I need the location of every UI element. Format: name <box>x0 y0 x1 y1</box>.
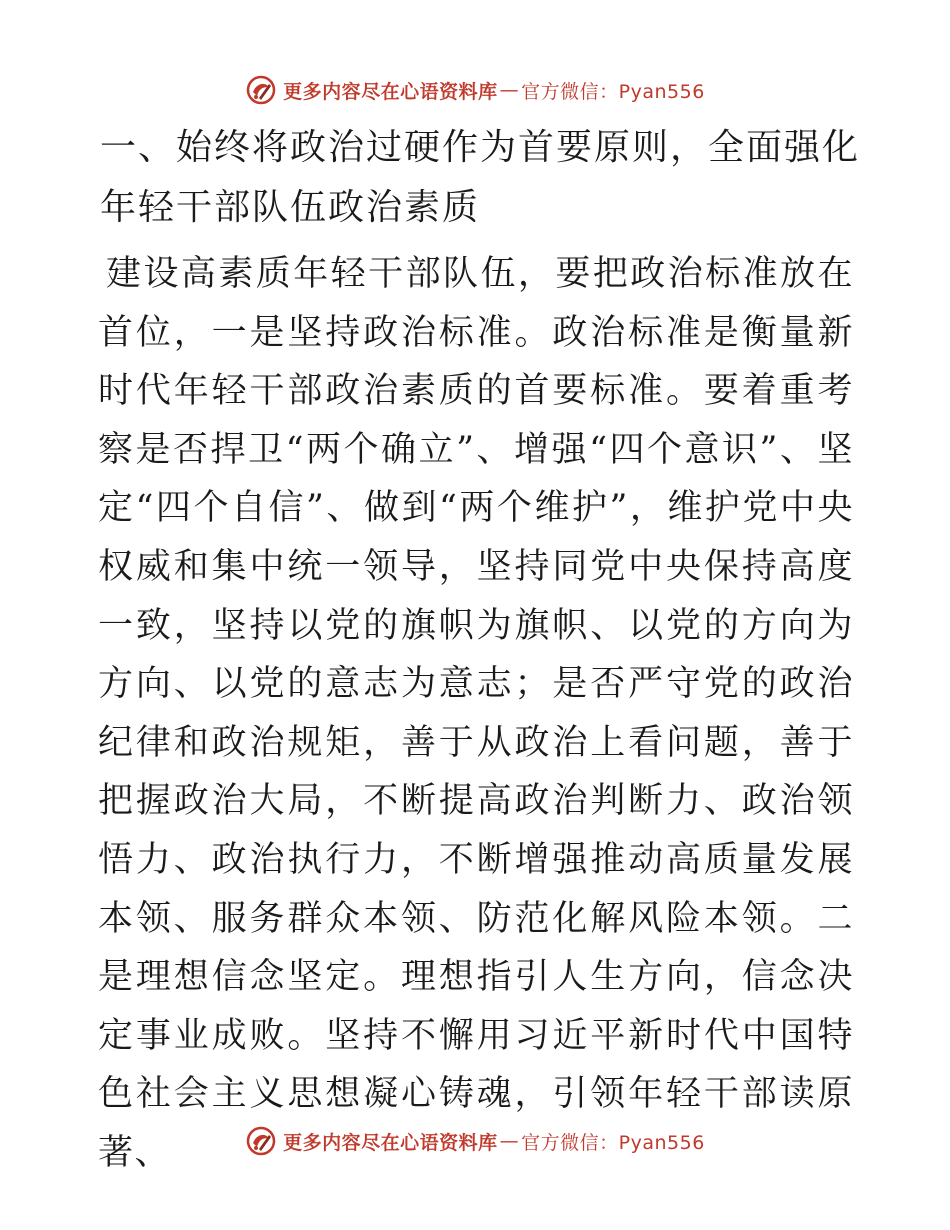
header-watermark-banner <box>0 70 950 110</box>
red-swirl-pen-logo-icon <box>245 1125 277 1157</box>
red-swirl-pen-logo-icon <box>245 74 277 106</box>
banner-contact-text: 官方微信：Pyan556 <box>521 1131 705 1154</box>
banner-promo-text: 更多内容尽在心语资料库 <box>283 1131 498 1154</box>
banner-separator: — <box>499 1130 520 1152</box>
banner-promo-text: 更多内容尽在心语资料库 <box>283 80 498 103</box>
body-paragraph: 建设高素质年轻干部队伍，要把政治标准放在首位，一是坚持政治标准。政治标准是衡量新时代年轻干部政治素质的首要标准。要着重考察是否捍卫“两个确立”、增强“四个意识”、坚定“四个自信”、做到“两个维护”，维护党中央权威和集中统一领导，坚持同党中央保持高度一致，坚持以党的旗帜为旗帜、以党的方向为方向、以党的意志为意志；是否严守党的政治纪律和政治规矩，善于从政治上看问题，善于把握政治大局，不断提高政治判断力、政治领悟力、政治执行力，不断增强推动高质量发展本领、服务群众本领、防范化解风险本领。二是理想信念坚定。理想指引人生方向，信念决定事业成败。坚持不懈用习近平新时代中国特色社会主义思想凝心铸魂，引领年轻干部读原著、 <box>98 254 854 1173</box>
banner-contact-text: 官方微信：Pyan556 <box>521 80 705 103</box>
banner-separator: — <box>499 79 520 101</box>
footer-watermark-banner <box>0 1121 950 1161</box>
section-heading: 一、始终将政治过硬作为首要原则，全面强化年轻干部队伍政治素质 <box>100 127 861 228</box>
